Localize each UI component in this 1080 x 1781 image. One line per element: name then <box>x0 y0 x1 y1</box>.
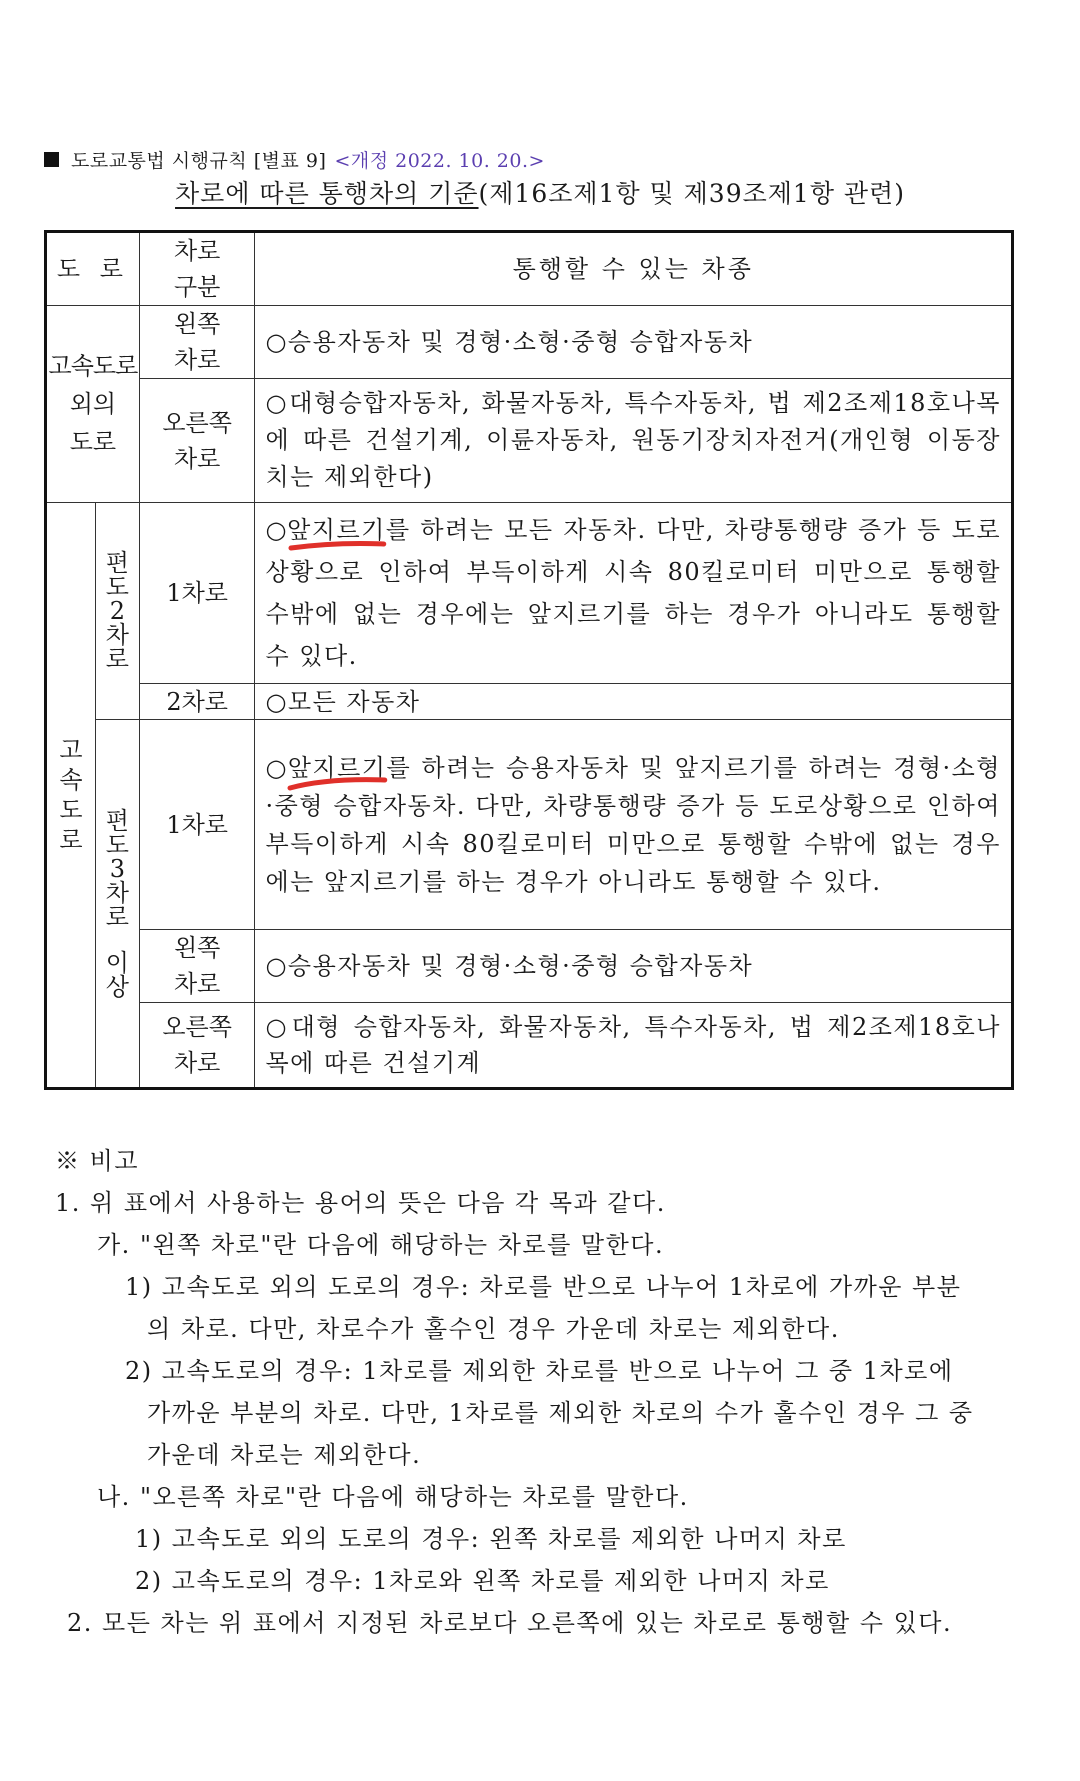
lane-rules-table <box>44 230 1014 1090</box>
red-underline-mark <box>287 538 386 552</box>
two-lane-char: 편 <box>105 549 129 577</box>
header-vehicles: 통행할 수 있는 차종 <box>255 232 1013 306</box>
two-lane-lane2-desc: ○모든 자동차 <box>255 684 1013 720</box>
highway-label <box>46 503 96 1089</box>
remarks-section <box>55 1140 1045 1644</box>
square-bullet-icon <box>44 152 59 167</box>
general-left-lane-line2: 차로 <box>173 346 221 374</box>
two-lane-lane2: 2차로 <box>139 684 255 720</box>
general-right-lane-line2: 차로 <box>173 444 221 473</box>
remark-1: 1. 위 표에서 사용하는 용어의 뜻은 다음 각 목과 같다. <box>55 1189 666 1217</box>
three-lane-char: 도 <box>105 830 129 859</box>
general-right-lane <box>139 379 255 503</box>
three-lane-lane1-desc <box>255 720 1013 930</box>
remark-1-ga: 가. "왼쪽 차로"란 다음에 해당하는 차로를 말한다. <box>97 1231 665 1259</box>
highway-char: 속 <box>59 766 83 794</box>
remark-1-na: 나. "오른쪽 차로"란 다음에 해당하는 차로를 말한다. <box>97 1483 689 1511</box>
three-lane-lane1: 1차로 <box>139 720 255 930</box>
remark-1-ga-1-cont: 의 차로. 다만, 차로수가 홀수인 경우 가운데 차로는 제외한다. <box>147 1315 840 1343</box>
remark-1-na-1: 1) 고속도로 외의 도로의 경우: 왼쪽 차로를 제외한 나머지 차로 <box>135 1525 847 1553</box>
general-left-lane-line1: 왼쪽 <box>173 310 221 338</box>
three-lane-left-line1: 왼쪽 <box>173 934 221 962</box>
two-lane-char: 도 <box>105 573 129 601</box>
remark-1-ga-1: 1) 고속도로 외의 도로의 경우: 차로를 반으로 나누어 1차로에 가까운 부분 <box>125 1273 962 1301</box>
general-left-lane <box>139 306 255 379</box>
highlighted-term-text: 앞지르기 <box>287 516 386 544</box>
three-lane-char: 상 <box>105 972 129 1001</box>
three-lane-char: 이 <box>105 948 129 977</box>
remark-2: 2. 모든 차는 위 표에서 지정된 차로보다 오른쪽에 있는 차로로 통행할 수 있다. <box>67 1609 953 1637</box>
circle-bullet: ○ <box>265 753 288 782</box>
three-lane-right-line1: 오른쪽 <box>162 1013 232 1041</box>
general-right-lane-line1: 오른쪽 <box>162 408 232 437</box>
three-lane-char: 3 <box>109 854 125 883</box>
remarks-heading: ※ 비고 <box>55 1147 139 1175</box>
two-lane-char: 2 <box>109 597 125 625</box>
header-lane-line2: 구분 <box>173 273 221 301</box>
three-lane-label <box>95 720 139 1089</box>
document-title <box>0 174 1080 210</box>
header-road: 도 로 <box>46 232 140 306</box>
highway-char: 고 <box>59 736 83 764</box>
two-lane-char: 로 <box>105 645 129 673</box>
three-lane-right-line2: 차로 <box>173 1049 221 1077</box>
three-lane-right-lane <box>139 1003 255 1089</box>
remark-1-na-2: 2) 고속도로의 경우: 1차로와 왼쪽 차로를 제외한 나머지 차로 <box>135 1567 830 1595</box>
desc-rest: 를 하려는 모든 자동차. 다만, 차량통행량 증가 등 도로상황으로 인하여 부득이하게 시속 80킬로미터 미만으로 통행할 수밖에 없는 경우에는 앞지르기를 하는 경우가 아니라도 통행할 수 있다. <box>265 516 1001 670</box>
desc-rest: 를 하려는 승용자동차 및 앞지르기를 하려는 경형·소형·중형 승합자동차. 다만, 차량통행량 증가 등 도로상황으로 인하여 부득이하게 시속 80킬로미터 미만으로 통행할 수밖에 없는 경우에는 앞지르기를 하는 경우가 아니라도 통행할 수 있다. <box>265 753 1001 896</box>
highway-char: 로 <box>59 826 83 854</box>
highway-char: 도 <box>59 796 83 824</box>
three-lane-left-desc: ○승용자동차 및 경형·소형·중형 승합자동차 <box>255 930 1013 1003</box>
highlighted-term <box>288 754 387 782</box>
remark-1-ga-2-cont2: 가운데 차로는 제외한다. <box>147 1441 422 1469</box>
three-lane-char: 차 <box>105 878 129 907</box>
header-lane-line1: 차로 <box>173 237 221 265</box>
general-road-label-line3: 도로 <box>69 428 117 456</box>
two-lane-char: 차 <box>105 621 129 649</box>
general-road-label <box>46 306 140 503</box>
highlighted-term <box>287 516 386 544</box>
table-row <box>46 930 1013 1003</box>
three-lane-right-desc: ○대형 승합자동차, 화물자동차, 특수자동차, 법 제2조제18호나목에 따른 건설기계 <box>255 1003 1013 1089</box>
three-lane-left-lane <box>139 930 255 1003</box>
two-lane-lane1-desc <box>255 503 1013 684</box>
remark-1-ga-2: 2) 고속도로의 경우: 1차로를 제외한 차로를 반으로 나누어 그 중 1차로에 <box>125 1357 954 1385</box>
red-underline-mark <box>288 776 387 790</box>
header-lane <box>139 232 255 306</box>
remark-1-ga-2-cont: 가까운 부분의 차로. 다만, 1차로를 제외한 차로의 수가 홀수인 경우 그 중 <box>147 1399 974 1427</box>
table-header-row <box>46 232 1013 306</box>
title-relation: (제16조제1항 및 제39조제1항 관련) <box>478 179 905 208</box>
table-row <box>46 503 1013 684</box>
two-lane-lane1: 1차로 <box>139 503 255 684</box>
highlighted-term-text: 앞지르기 <box>287 753 387 782</box>
three-lane-char: 편 <box>105 806 129 835</box>
header-prefix: 도로교통법 시행규칙 [별표 9] <box>71 150 327 172</box>
three-lane-char: 로 <box>105 902 129 931</box>
table-row <box>46 1003 1013 1089</box>
table-row <box>46 306 1013 379</box>
amendment-date: <개정 2022. 10. 20.> <box>334 150 545 172</box>
general-road-label-line1: 고속도로 <box>48 352 138 380</box>
circle-bullet: ○ <box>265 516 288 544</box>
table-row <box>46 379 1013 503</box>
three-lane-left-line2: 차로 <box>173 970 221 998</box>
table-row <box>46 684 1013 720</box>
document-header <box>44 146 545 173</box>
general-road-label-line2: 외의 <box>69 390 117 418</box>
general-left-desc: ○승용자동차 및 경형·소형·중형 승합자동차 <box>255 306 1013 379</box>
table-row <box>46 720 1013 930</box>
title-main: 차로에 따른 통행차의 기준 <box>175 179 479 208</box>
two-lane-label <box>95 503 139 720</box>
general-right-desc: ○대형승합자동차, 화물자동차, 특수자동차, 법 제2조제18호나목에 따른 건설기계, 이륜자동차, 원동기장치자전거(개인형 이동장치는 제외한다) <box>255 379 1013 503</box>
